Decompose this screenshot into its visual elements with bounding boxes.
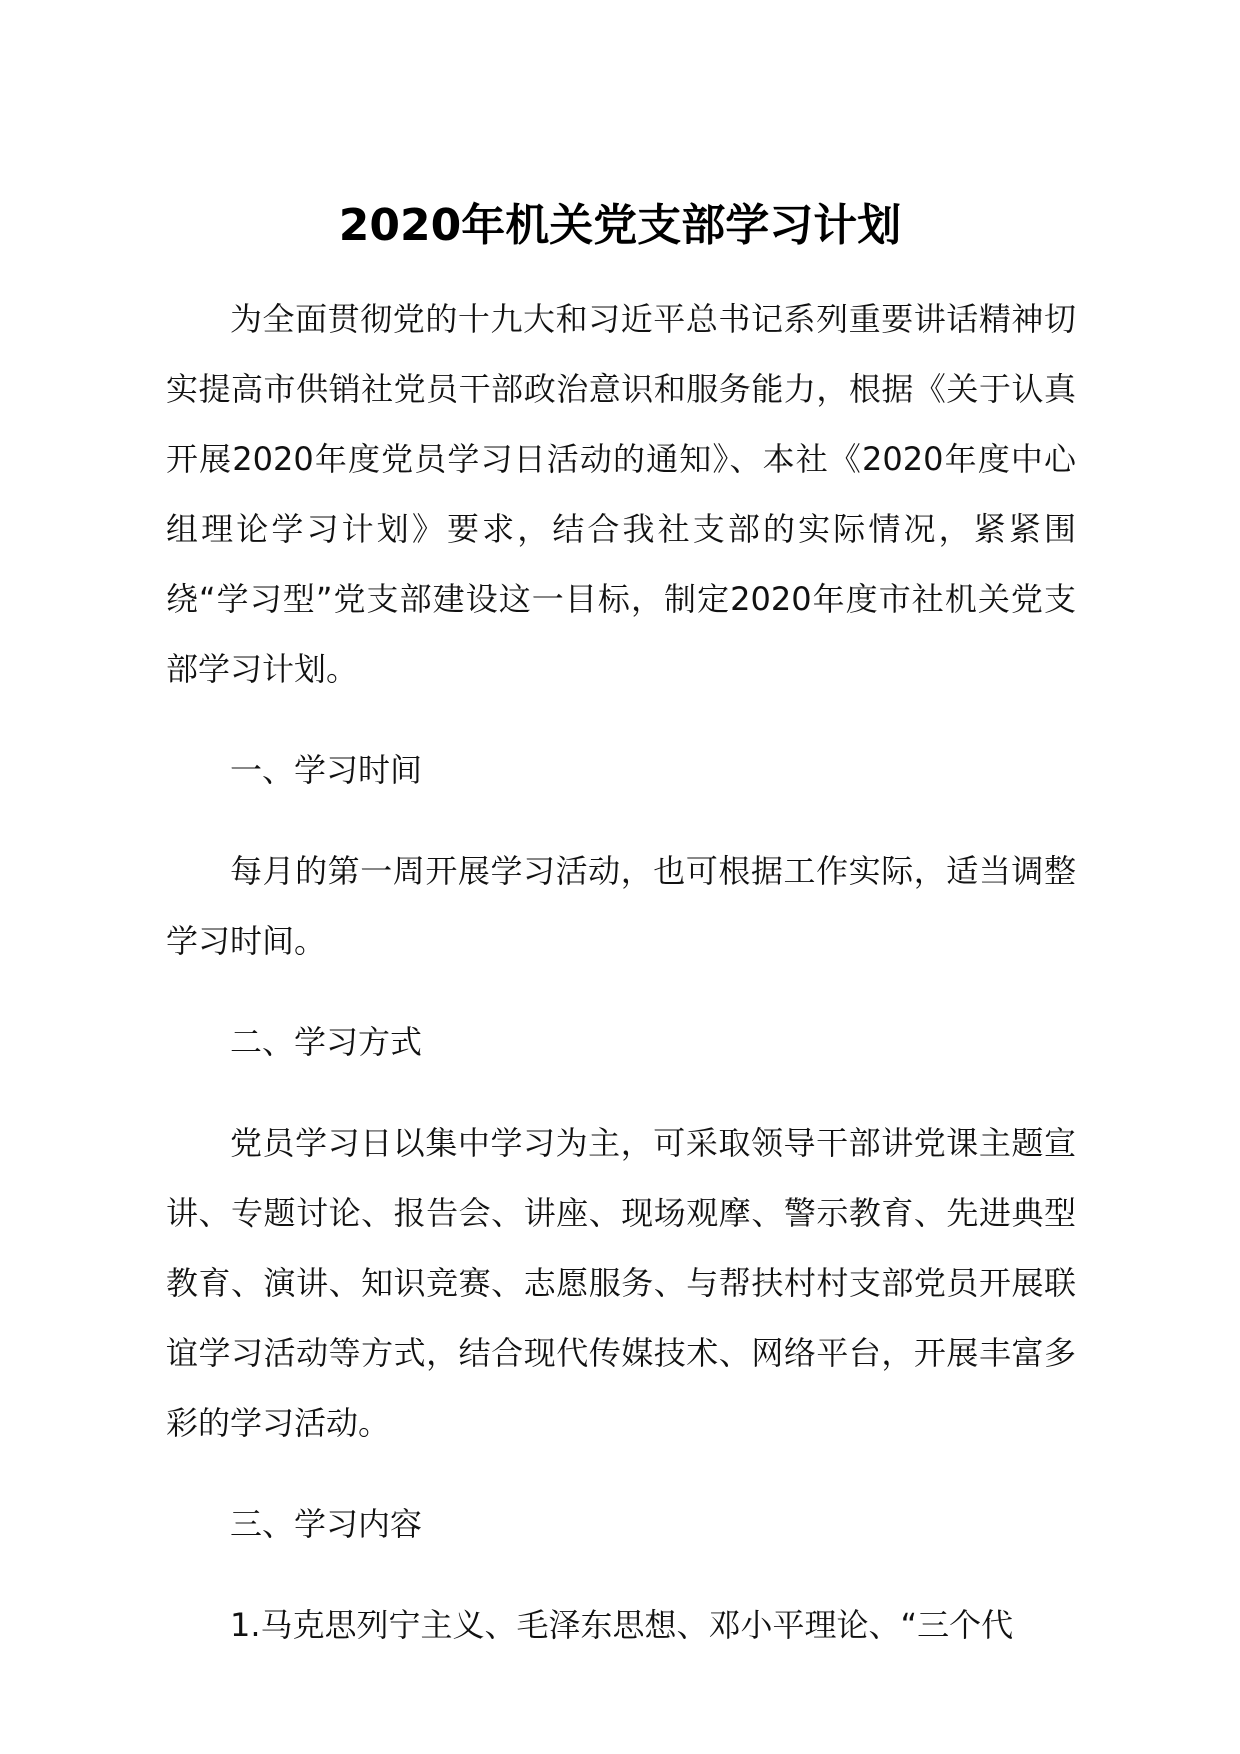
intro-paragraph: 为全面贯彻党的十九大和习近平总书记系列重要讲话精神切实提高市供销社党员干部政治意识和服务能力，根据《关于认真开展2020年度党员学习日活动的通知》、本社《2020年度中心组理论学习计划》要求，结合我社支部的实际情况，紧紧围绕“学习型”党支部建设这一目标，制定2020年度市社机关党支部学习计划。 [166,300,1076,688]
section-heading-content: 三、学习内容 [230,1505,423,1543]
section-paragraph-time: 每月的第一周开展学习活动，也可根据工作实际，适当调整学习时间。 [166,852,1076,960]
section-paragraph-method: 党员学习日以集中学习为主，可采取领导干部讲党课主题宣讲、专题讨论、报告会、讲座、现场观摩、警示教育、先进典型教育、演讲、知识竞赛、志愿服务、与帮扶村村支部党员开展联谊学习活动等方式，结合现代传媒技术、网络平台，开展丰富多彩的学习活动。 [166,1124,1076,1442]
document-title: 2020年机关党支部学习计划 [338,200,902,251]
section-paragraph-content: 1.马克思列宁主义、毛泽东思想、邓小平理论、“三个代 [230,1606,1014,1644]
section-heading-method: 二、学习方式 [230,1023,423,1061]
document-body [166,284,1076,1660]
section-heading-time: 一、学习时间 [230,751,423,789]
